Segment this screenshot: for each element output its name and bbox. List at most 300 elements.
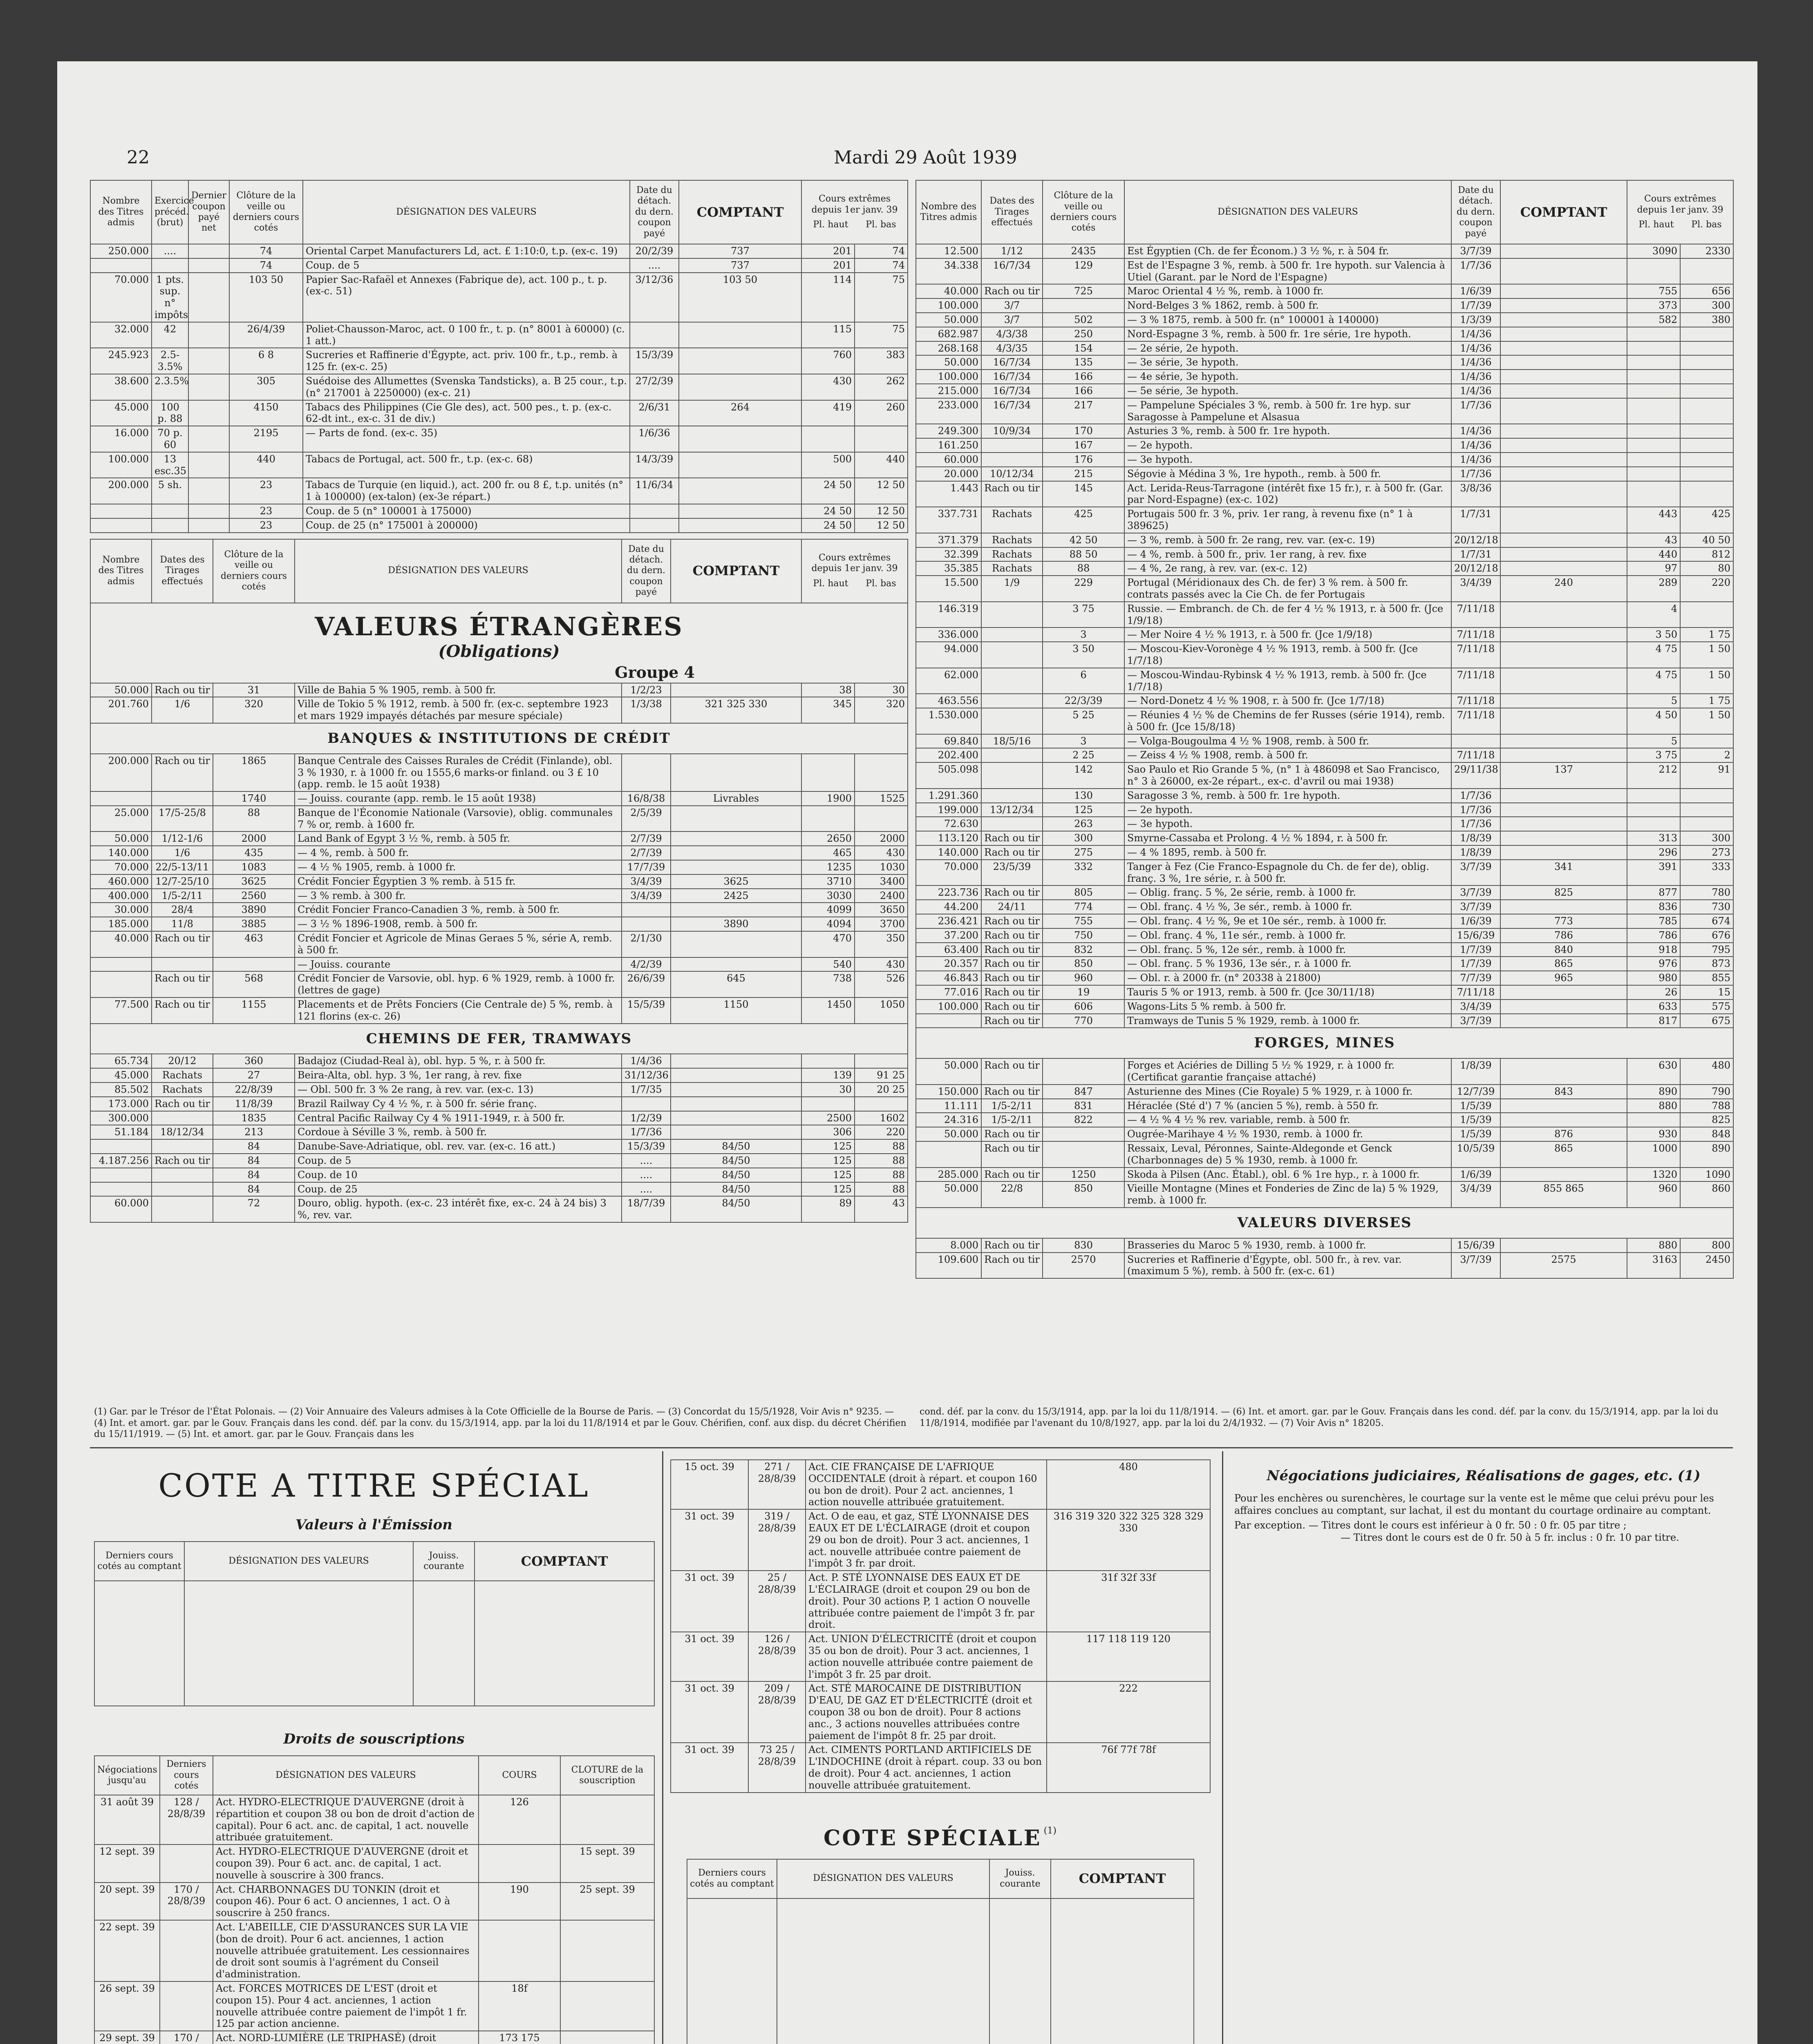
table-row: [916, 313, 1733, 327]
col-designation: DÉSIGNATION DES VALEURS: [303, 180, 630, 244]
nombre-titres: 199.000: [916, 803, 981, 817]
table-middle: [670, 1459, 1211, 1793]
dates-tirages: 22/8: [981, 1181, 1043, 1208]
nombre-titres: 60.000: [90, 1196, 152, 1222]
nombre-titres: 70.000: [90, 860, 152, 874]
date-detachement: 3/7/39: [1451, 885, 1500, 900]
comptant-cours: [671, 683, 801, 697]
cloture-veille: 750: [1043, 928, 1124, 943]
cloture-veille: 130: [1043, 789, 1124, 803]
dates-tirages: 18/5/16: [981, 734, 1043, 749]
designation-valeur: — 3e hypoth.: [1124, 817, 1451, 831]
designation-valeur: Coup. de 5: [295, 1154, 622, 1168]
plus-haut: 500: [801, 452, 855, 478]
nombre-titres: 161.250: [916, 438, 981, 453]
plus-haut: 419: [801, 400, 855, 426]
comptant-cours: [1500, 734, 1627, 749]
date-detachement: 20/12/18: [1451, 561, 1500, 576]
comptant-cours: 84/50: [671, 1182, 801, 1197]
nombre-titres: 146.319: [916, 602, 981, 628]
designation-valeur: Coup. de 5 (n° 100001 à 175000): [303, 504, 630, 518]
plus-haut: 4 75: [1627, 642, 1680, 668]
table-row: [916, 1058, 1733, 1085]
table-row: [671, 1681, 1210, 1743]
table-row: [916, 1238, 1733, 1253]
plus-haut: 443: [1627, 507, 1680, 533]
designation-valeur: — Jouiss. courante: [295, 957, 622, 972]
plus-haut: 125: [801, 1182, 855, 1197]
cloture-veille: 830: [1043, 1238, 1124, 1253]
plus-bas: 1050: [855, 997, 908, 1024]
comptant-cours: [1500, 327, 1627, 341]
plus-haut: 289: [1627, 576, 1680, 602]
dates-tirages: [152, 1196, 213, 1222]
comptant-cours: 773: [1500, 914, 1627, 928]
dates-tirages: Rach ou tir: [981, 914, 1043, 928]
comptant-cours: 3890: [671, 917, 801, 931]
nombre-titres: 20.357: [916, 957, 981, 971]
dates-tirages: [981, 817, 1043, 831]
nombre-titres: 40.000: [916, 284, 981, 298]
table-row: [916, 971, 1733, 985]
table-row: [90, 874, 908, 889]
date-detachement: 3/7/39: [1451, 1253, 1500, 1279]
dates-tirages: 3/7: [981, 313, 1043, 327]
plus-haut: 201: [801, 258, 855, 273]
pl-bas-label: Pl. bas: [866, 220, 896, 230]
date-detachement: 15/3/39: [622, 1139, 671, 1154]
nombre-titres: 77.500: [90, 997, 152, 1024]
table-row: [916, 533, 1733, 547]
column-rule: [662, 1451, 663, 2044]
cloture-veille: 822: [1043, 1113, 1124, 1127]
designation-valeur: Forges et Aciéries de Dilling 5 ½ % 1929, r. à 1000 fr. (Certificat garantie française attaché): [1124, 1058, 1451, 1085]
date-detachement: 3/4/39: [1451, 576, 1500, 602]
rows-forges: [916, 1058, 1733, 1208]
cloture-veille: 167: [1043, 438, 1124, 453]
nombre-titres: 8.000: [916, 1238, 981, 1253]
designation-valeur: — Moscou-Kiev-Voronège 4 ½ % 1913, remb. à 500 fr. (Jce 1/7/18): [1124, 642, 1451, 668]
nombre-titres: 371.379: [916, 533, 981, 547]
cours-extremes-label: Cours extrêmes depuis 1er janv. 39: [811, 194, 898, 215]
comptant-cours: 2425: [671, 889, 801, 903]
comptant-cours: [1500, 1113, 1627, 1127]
table-row: [916, 481, 1733, 507]
comptant-cours: [1500, 284, 1627, 298]
designation-valeur: — 5e série, 3e hypoth.: [1124, 384, 1451, 398]
rows-middle: [671, 1460, 1210, 1793]
plus-bas: 3650: [855, 903, 908, 917]
plus-haut: 125: [801, 1139, 855, 1154]
plus-bas: 674: [1680, 914, 1733, 928]
cloture-veille: 31: [213, 683, 295, 697]
cloture-souscription: 15 sept. 39: [560, 1845, 654, 1882]
date-detachement: 29/11/38: [1451, 762, 1500, 789]
designation-valeur: Asturies 3 %, remb. à 500 fr. 1re hypoth.: [1124, 424, 1451, 438]
cloture-veille: 847: [1043, 1085, 1124, 1099]
designation-valeur: — Parts de fond. (ex-c. 35): [303, 426, 630, 452]
cloture-veille: [213, 957, 295, 972]
plus-haut: [1627, 481, 1680, 507]
nombre-titres: 285.000: [916, 1168, 981, 1182]
comptant-cours: [1500, 298, 1627, 313]
left-column: [90, 180, 907, 1223]
designation-valeur: — 4e série, 3e hypoth.: [1124, 370, 1451, 384]
designation-valeur: — Obl. franç. 5 % 1936, 13e sér., r. à 1000 fr.: [1124, 957, 1451, 971]
droits-col-0: Négociations jusqu'au: [94, 1756, 160, 1795]
date-detachement: 1/7/36: [1451, 398, 1500, 424]
cloture-veille: 755: [1043, 914, 1124, 928]
date-detachement: 1/7/39: [1451, 298, 1500, 313]
table-row: [90, 1168, 908, 1182]
dates-tirages: [152, 791, 213, 806]
plus-haut: 115: [801, 322, 855, 348]
negociations-date: 15 oct. 39: [671, 1460, 748, 1509]
cloture-veille: 74: [229, 244, 303, 258]
derniers-cours: [160, 1981, 213, 2031]
plus-bas: 80: [1680, 561, 1733, 576]
table-railway-bonds: [915, 180, 1734, 1279]
comptant-cours: Livrables: [671, 791, 801, 806]
designation-valeur: Tabacs de Portugal, act. 500 fr., t.p. (ex-c. 68): [303, 452, 630, 478]
date-detachement: 3/4/39: [1451, 1181, 1500, 1208]
cours: 126: [479, 1795, 560, 1845]
nombre-titres: 77.016: [916, 985, 981, 1000]
designation-valeur: — Obl. franç. 5 %, 12e sér., remb. à 1000 fr.: [1124, 943, 1451, 957]
date-detachement: 7/11/18: [1451, 642, 1500, 668]
plus-haut: 4099: [801, 903, 855, 917]
comptant-cours: [671, 931, 801, 957]
dates-tirages: [981, 602, 1043, 628]
nombre-titres: 50.000: [916, 1058, 981, 1085]
dates-tirages: Rach ou tir: [981, 885, 1043, 900]
cloture-veille: 3: [1043, 734, 1124, 749]
comptant-cours: 84/50: [671, 1139, 801, 1154]
designation-valeur: — 3e série, 3e hypoth.: [1124, 355, 1451, 370]
plus-haut: [1627, 370, 1680, 384]
plus-bas: 675: [1680, 1014, 1733, 1028]
date-detachement: 1/7/36: [1451, 258, 1500, 285]
cloture-veille: 42 50: [1043, 533, 1124, 547]
plus-bas: [1680, 370, 1733, 384]
rows-droits: [94, 1795, 654, 2044]
plus-bas: 75: [855, 322, 908, 348]
table-row: [671, 1460, 1210, 1509]
plus-haut: 4 50: [1627, 708, 1680, 734]
table-row: [916, 576, 1733, 602]
plus-haut: [801, 1097, 855, 1111]
rows-city-bonds: [90, 683, 908, 723]
designation-valeur: Crédit Foncier Égyptien 3 % remb. à 515 fr.: [295, 874, 622, 889]
dates-tirages: Rachats: [981, 547, 1043, 562]
derniers-cours: 170 / 28/8/39: [160, 1883, 213, 1920]
dates-tirages: Rach ou tir: [981, 943, 1043, 957]
plus-bas: [1680, 817, 1733, 831]
dates-tirages: 10/12/34: [981, 467, 1043, 481]
derniers-cours: 25 / 28/8/39: [748, 1571, 806, 1632]
date-detachement: 4/2/39: [622, 957, 671, 972]
date-detachement: 2/7/39: [622, 846, 671, 860]
designation-valeur: Ougrée-Marihaye 4 ½ % 1930, remb. à 1000 fr.: [1124, 1127, 1451, 1141]
table-row: [90, 258, 908, 273]
table-row: [90, 683, 908, 697]
cloture-veille: 1250: [1043, 1168, 1124, 1182]
comptant-cours: 876: [1500, 1127, 1627, 1141]
plus-haut: [1627, 817, 1680, 831]
table-row: [90, 754, 908, 791]
designation-valeur: Act. HYDRO-ELECTRIQUE D'AUVERGNE (droit et coupon 39). Pour 6 act. anc. de capital, 1 act. nouvelle à souscrire à 300 francs.: [213, 1845, 479, 1882]
table-emission: [94, 1541, 655, 1706]
plus-haut: 3030: [801, 889, 855, 903]
nombre-titres: 50.000: [916, 355, 981, 370]
plus-haut: 201: [801, 244, 855, 258]
comptant-cours: 264: [679, 400, 801, 426]
plus-haut: 139: [801, 1068, 855, 1083]
comptant-cours: 240: [1500, 576, 1627, 602]
cote-speciale-mark: (1): [1043, 1825, 1056, 1836]
date-detachement: 1/7/39: [1451, 943, 1500, 957]
cloture-veille: 27: [213, 1068, 295, 1083]
nombre-titres: 682.987: [916, 327, 981, 341]
comptant-cours: [671, 1068, 801, 1083]
plus-haut: 373: [1627, 298, 1680, 313]
table-row: [94, 1795, 654, 1845]
table-row: [916, 258, 1733, 285]
date-detachement: 15/6/39: [1451, 928, 1500, 943]
dates-tirages: Rach ou tir: [981, 831, 1043, 845]
designation-valeur: — 2e hypoth.: [1124, 438, 1451, 453]
dates-tirages: Rachats: [152, 1083, 213, 1097]
plus-bas: 220: [1680, 576, 1733, 602]
droits-col-3: COURS: [479, 1756, 560, 1795]
comptant-cours: [1500, 1014, 1627, 1028]
plus-bas: 74: [855, 258, 908, 273]
comptant-cours: [1500, 453, 1627, 467]
nombre-titres: [90, 1182, 152, 1197]
negociations-date: 22 sept. 39: [94, 1920, 160, 1981]
date-detachement: 1/3/38: [622, 697, 671, 723]
plus-haut: 3090: [1627, 244, 1680, 258]
table-row: [90, 1139, 908, 1154]
column-rule: [1222, 1451, 1223, 2044]
section-chemins: CHEMINS DE FER, TRAMWAYS: [90, 1024, 908, 1054]
plus-haut: 2500: [801, 1111, 855, 1125]
table-row: [90, 791, 908, 806]
plus-haut: 345: [801, 697, 855, 723]
comptant-cours: 843: [1500, 1085, 1627, 1099]
date-detachement: 1/7/31: [1451, 507, 1500, 533]
date-detachement: 3/12/36: [630, 273, 679, 322]
dates-tirages: 4/3/38: [981, 327, 1043, 341]
cloture-veille: 11/8/39: [213, 1097, 295, 1111]
plus-bas: 15: [1680, 985, 1733, 1000]
dates-tirages: [152, 957, 213, 972]
nombre-titres: [90, 1168, 152, 1182]
plus-bas: 43: [855, 1196, 908, 1222]
pl-bas-label: Pl. bas: [866, 578, 896, 589]
designation-valeur: Brazil Railway Cy 4 ½ %, r. à 500 fr. série franç.: [295, 1097, 622, 1111]
date-detachement: 2/1/30: [622, 931, 671, 957]
date-detachement: 1/5/39: [1451, 1127, 1500, 1141]
plus-bas: 2400: [855, 889, 908, 903]
nombre-titres: 250.000: [90, 244, 152, 258]
derniers-cours: 271 / 28/8/39: [748, 1460, 806, 1509]
date-detachement: 3/7/39: [1451, 860, 1500, 886]
plus-bas: 40 50: [1680, 533, 1733, 547]
plus-bas: [855, 1097, 908, 1111]
designation-valeur: Sucreries et Raffinerie d'Égypte, obl. 500 fr., à rev. var. (maximum 5 %), remb. à 500 fr. (ex-c. 61): [1124, 1253, 1451, 1279]
dates-tirages: 1/5-2/11: [981, 1113, 1043, 1127]
derniers-cours: [160, 1845, 213, 1882]
table-row: [916, 1253, 1733, 1279]
nombre-titres: 249.300: [916, 424, 981, 438]
designation-valeur: Coup. de 10: [295, 1168, 622, 1182]
comptant-cours: 840: [1500, 943, 1627, 957]
rows-chemins: [90, 1054, 908, 1222]
plus-bas: 440: [855, 452, 908, 478]
comptant-cours: [1500, 438, 1627, 453]
dates-tirages: 16/7/34: [981, 398, 1043, 424]
cloture-veille: 84: [213, 1139, 295, 1154]
nombre-titres: 1.530.000: [916, 708, 981, 734]
col3-comptant: COMPTANT: [1500, 180, 1627, 244]
designation-valeur: Wagons-Lits 5 % remb. à 500 fr.: [1124, 1000, 1451, 1014]
cloture-veille: 19: [1043, 985, 1124, 1000]
plus-haut: [801, 754, 855, 791]
nombre-titres: 100.000: [916, 1000, 981, 1014]
designation-valeur: Coup. de 5: [303, 258, 630, 273]
designation-valeur: Russie. — Embranch. de Ch. de fer 4 ½ % 1913, r. à 500 fr. (Jce 1/9/18): [1124, 602, 1451, 628]
cloture-veille: 74: [229, 258, 303, 273]
cote-speciale-title: COTE SPÉCIALE: [824, 1825, 1042, 1851]
comptant-cours: 645: [671, 971, 801, 997]
comptant-cours: [1500, 313, 1627, 327]
table-row: [916, 602, 1733, 628]
designation-valeur: — Jouiss. courante (app. remb. le 15 août 1938): [295, 791, 622, 806]
nombre-titres: 63.400: [916, 943, 981, 957]
designation-valeur: Beira-Alta, obl. hyp. 3 %, 1er rang, à rev. fixe: [295, 1068, 622, 1083]
designation-valeur: Douro, oblig. hypoth. (ex-c. 23 intérêt fixe, ex-c. 24 à 24 bis) 3 %, rev. var.: [295, 1196, 622, 1222]
cours: [479, 1845, 560, 1882]
plus-haut: [1627, 1113, 1680, 1127]
table-row: [916, 748, 1733, 762]
nombre-titres: 40.000: [90, 931, 152, 957]
comptant-cours: [1500, 694, 1627, 708]
date-detachement: 1/4/36: [1451, 424, 1500, 438]
designation-valeur: Act. UNION D'ÉLECTRICITÉ (droit et coupon 35 ou bon de droit). Pour 3 act. anciennes, 1 action nouvelle attribuée contre paiement de l'impôt 3 fr. 25 par droit.: [806, 1632, 1047, 1681]
dates-tirages: 1/12-1/6: [152, 831, 213, 846]
table-row: [916, 831, 1733, 845]
plus-bas: 730: [1680, 900, 1733, 914]
table-row: [916, 370, 1733, 384]
col-comptant: COMPTANT: [679, 180, 801, 244]
cloture-veille: 960: [1043, 971, 1124, 985]
negociations-date: 31 oct. 39: [671, 1681, 748, 1743]
comptant-cours: [1500, 424, 1627, 438]
rows-right-top: [916, 244, 1733, 1028]
comptant-cours: [1500, 547, 1627, 562]
plus-haut: [1627, 467, 1680, 481]
cloture-veille: 103 50: [229, 273, 303, 322]
plus-bas: 91: [1680, 762, 1733, 789]
designation-valeur: Act. STÉ MAROCAINE DE DISTRIBUTION D'EAU, DE GAZ ET D'ÉLECTRICITÉ (droit et coupon 38 ou bon de droit). Pour 8 actions anc., 3 actions nouvelles attribuées contre paiement de l'impôt 8 fr. 25 par droit.: [806, 1681, 1047, 1743]
cloture-veille: 84: [213, 1182, 295, 1197]
cloture-veille: 3625: [213, 874, 295, 889]
nombre-titres: 60.000: [916, 453, 981, 467]
dates-tirages: 3/7: [981, 298, 1043, 313]
table-row: [90, 273, 908, 322]
emission-col-3: COMPTANT: [475, 1542, 654, 1581]
negociations-date: 20 sept. 39: [94, 1883, 160, 1920]
derniers-cours: 126 / 28/8/39: [748, 1632, 806, 1681]
dates-tirages: [981, 438, 1043, 453]
designation-valeur: — 3 % 1875, remb. à 500 fr. (n° 100001 à 140000): [1124, 313, 1451, 327]
designation-valeur: — Obl. franç. 4 ½ %, 9e et 10e sér., remb. à 1000 fr.: [1124, 914, 1451, 928]
table-row: [916, 355, 1733, 370]
plus-bas: [1680, 327, 1733, 341]
comptant-cours: [1500, 985, 1627, 1000]
nombre-titres: 50.000: [90, 831, 152, 846]
designation-valeur: Tramways de Tunis 5 % 1929, remb. à 1000 fr.: [1124, 1014, 1451, 1028]
plus-bas: [1680, 384, 1733, 398]
plus-haut: [1627, 327, 1680, 341]
dates-tirages: [152, 1111, 213, 1125]
speciale-col-1: DÉSIGNATION DES VALEURS: [777, 1859, 989, 1898]
cours: 222: [1047, 1681, 1210, 1743]
cloture-veille: 5 25: [1043, 708, 1124, 734]
exercice-precedent: 1 pts. sup. n° impôts: [152, 273, 188, 322]
table-row: [90, 244, 908, 258]
dernier-coupon: [188, 426, 229, 452]
plus-bas: 480: [1680, 1058, 1733, 1085]
cloture-veille: 6: [1043, 668, 1124, 694]
dates-tirages: Rach ou tir: [981, 1085, 1043, 1099]
dates-tirages: Rach ou tir: [981, 1000, 1043, 1014]
exercice-precedent: 2.3.5%: [152, 374, 188, 400]
col-dernier: Dernier coupon payé net: [188, 180, 229, 244]
plus-bas: 273: [1680, 845, 1733, 860]
cloture-veille: 88: [213, 806, 295, 832]
cloture-veille: 176: [1043, 453, 1124, 467]
dates-tirages: [981, 748, 1043, 762]
date-detachement: 1/7/35: [622, 1083, 671, 1097]
nombre-titres: 24.316: [916, 1113, 981, 1127]
cloture-veille: 606: [1043, 1000, 1124, 1014]
pl-haut-label: Pl. haut: [813, 578, 848, 589]
date-detachement: 1/2/23: [622, 683, 671, 697]
table-row: [916, 1113, 1733, 1127]
page-number: 22: [127, 147, 150, 168]
nombre-titres: 85.502: [90, 1083, 152, 1097]
designation-valeur: Coup. de 25: [295, 1182, 622, 1197]
table-row: [90, 1068, 908, 1083]
plus-haut: 980: [1627, 971, 1680, 985]
dates-tirages: 24/11: [981, 900, 1043, 914]
comptant-cours: 84/50: [671, 1196, 801, 1222]
col2-cours-extremes: [801, 539, 908, 603]
comptant-cours: 965: [1500, 971, 1627, 985]
table-row: [916, 341, 1733, 356]
plus-haut: 43: [1627, 533, 1680, 547]
designation-valeur: Tanger à Fez (Cie Franco-Espagnole du Ch. de fer de), oblig. franç. 3 %, 1re série, r. à 500 fr.: [1124, 860, 1451, 886]
designation-valeur: — Pampelune Spéciales 3 %, remb. à 500 fr. 1re hyp. sur Saragosse à Pampelune et Alsasua: [1124, 398, 1451, 424]
plus-bas: [1680, 341, 1733, 356]
comptant-cours: [671, 1054, 801, 1068]
designation-valeur: Smyrne-Cassaba et Prolong. 4 ½ % 1894, r. à 500 fr.: [1124, 831, 1451, 845]
dates-tirages: Rach ou tir: [981, 957, 1043, 971]
table-row: [671, 1743, 1210, 1792]
speciale-col-3: COMPTANT: [1051, 1859, 1194, 1898]
